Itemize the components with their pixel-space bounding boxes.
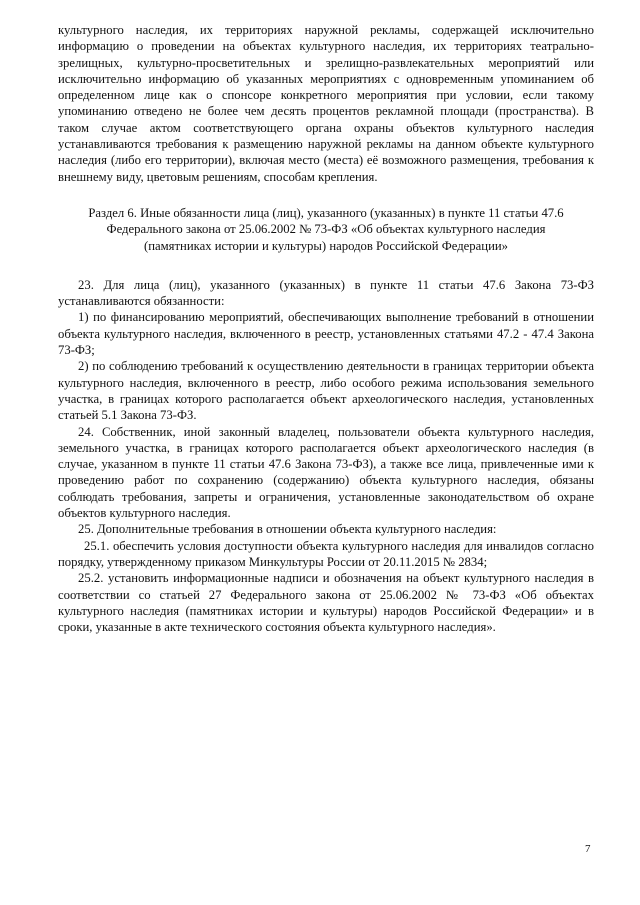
paragraph-23-item-1: 1) по финансированию мероприятий, обеспечивающих выполнение требований в отношении объекта культурного наследия, включенного в реестр, установленных статьями 47.2 - 47.4 Закона 73-ФЗ;: [58, 310, 594, 358]
page-number: 7: [585, 843, 591, 855]
section-heading: [58, 205, 594, 254]
paragraph-23-item-2: 2) по соблюдению требований к осуществлению деятельности в границах территории объекта культурного наследия, включенного в реестр, либо особого режима использования земельного участка, в границах которого располагается объект археологического наследия, установленных статьей 5.1 Закона 73-ФЗ.: [58, 359, 594, 423]
paragraph-25: 25. Дополнительные требования в отношении объекта культурного наследия:: [78, 522, 497, 537]
intro-paragraph: культурного наследия, их территориях наружной рекламы, содержащей исключительно информацию о проведении на объектах культурного наследия, их территориях театрально-зрелищных, культурно-просветительных и зрелищно-развлекательных мероприятий или исключительно информацию об указанных мероприятиях с одновременным упоминанием об определенном лице как о спонсоре конкретного мероприятия при условии, если такому упоминанию отведено не более чем десять процентов рекламной площади (пространства). В таком случае актом соответствующего органа охраны объектов культурного наследия устанавливаются требования к размещению наружной рекламы на данном объекте культурного наследия (либо его территории), включая место (места) её возможного размещения, требования к внешнему виду, цветовым решениям, способам крепления.: [58, 23, 594, 184]
section-heading-line-2: Федерального закона от 25.06.2002 № 73-ФЗ «Об объектах культурного наследия: [106, 222, 546, 237]
paragraph-23: 23. Для лица (лиц), указанного (указанных) в пункте 11 статьи 47.6 Закона 73-ФЗ устанавливаются обязанности:: [58, 277, 594, 309]
document-page: [58, 22, 594, 635]
section-heading-line-3: (памятниках истории и культуры) народов Российской Федерации»: [143, 238, 508, 253]
paragraph-24: 24. Собственник, иной законный владелец, пользователи объекта культурного наследия, земельного участка, в границах которого располагается объект археологического наследия (в случае, указанном в пункте 11 статьи 47.6 Закона 73-ФЗ), а также все лица, привлеченные ими к проведению работ по сохранению (содержанию) объекта культурного наследия, обязаны соблюдать требования, запреты и ограничения, установленные законодательством об охране объектов культурного наследия.: [58, 424, 594, 521]
paragraph-25-2: 25.2. установить информационные надписи и обозначения на объект культурного наследия в соответствии со статьей 27 Федерального закона от 25.06.2002 № 73-ФЗ «Об объектах культурного наследия (памятниках истории и культуры) народов Российской Федерации» и в сроки, указанные в акте технического состояния объекта культурного наследия».: [58, 571, 594, 635]
section-heading-line-1: Раздел 6. Иные обязанности лица (лиц), указанного (указанных) в пункте 11 статьи 47.6: [88, 205, 564, 220]
spacer: [58, 254, 594, 277]
paragraph-25-1: 25.1. обеспечить условия доступности объекта культурного наследия для инвалидов согласно порядку, утвержденному приказом Минкультуры России от 20.11.2015 № 2834;: [58, 538, 594, 569]
spacer: [58, 185, 594, 205]
